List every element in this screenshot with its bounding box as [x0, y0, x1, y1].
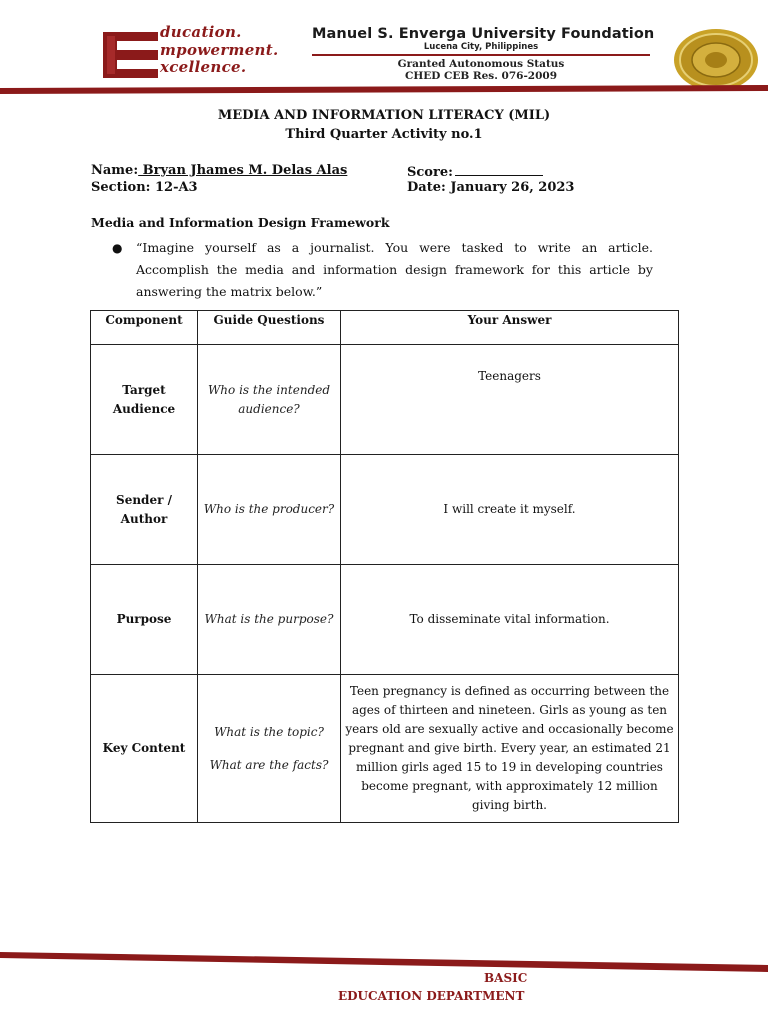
answer-cell: I will create it myself.: [341, 455, 679, 565]
motto-line-education: ducation.: [160, 23, 242, 41]
section-heading: Media and Information Design Framework: [91, 215, 390, 230]
guide-cell: Who is the intended audience?: [198, 345, 341, 455]
design-framework-table: [90, 310, 679, 823]
university-name: Manuel S. Enverga University Foundation: [312, 26, 655, 42]
school-motto: [160, 24, 279, 77]
header-rule: [312, 54, 650, 56]
university-seal-icon: [672, 28, 760, 92]
header-bar: [0, 85, 768, 95]
section-value: 12-A3: [154, 180, 198, 195]
table-header-row: [91, 311, 679, 345]
university-city: Lucena City, Philippines: [423, 42, 539, 52]
answer-cell: Teen pregnancy is defined as occurring between the ages of thirteen and nineteen. Girls as young as ten years old are sexually active and occasionally become pregnant and give birth. Every year, an estimated 21 million girls aged 15 to 19 in developing countries become pregnant, with approximately 12 million giving birth.: [341, 675, 679, 823]
component-cell: Purpose: [91, 565, 198, 675]
name-label: Name:: [91, 163, 139, 178]
table-row: [91, 565, 679, 675]
bullet-icon: ●: [112, 241, 123, 255]
footer-basic: BASIC: [484, 971, 528, 985]
guide-cell: What is the purpose?: [198, 565, 341, 675]
section-row: [91, 180, 198, 195]
autonomous-status: Granted Autonomous Status: [397, 57, 565, 70]
guide-cell: [198, 675, 341, 823]
header-your-answer: Your Answer: [341, 311, 679, 345]
component-cell: Sender / Author: [91, 455, 198, 565]
activity-title: Third Quarter Activity no.1: [285, 127, 483, 142]
table-row: [91, 455, 679, 565]
component-cell: Key Content: [91, 675, 198, 823]
letterhead: [0, 0, 768, 100]
score-label: Score:: [407, 165, 453, 180]
guide-question-facts: What are the facts?: [209, 757, 329, 772]
score-blank: [455, 163, 543, 176]
footer-bar: [0, 952, 768, 976]
date-value: January 26, 2023: [450, 180, 575, 195]
answer-cell: Teenagers: [341, 345, 679, 455]
instruction-text: “Imagine yourself as a journalist. You were tasked to write an article. Accomplish the media and information design framework for this article by answering the matrix below.”: [136, 240, 653, 299]
date-label: Date:: [407, 180, 446, 195]
name-row: [91, 163, 347, 178]
table-row: [91, 675, 679, 823]
ched-resolution: CHED CEB Res. 076-2009: [404, 69, 558, 82]
header-component: Component: [91, 311, 198, 345]
school-logo-e: [103, 32, 158, 78]
table-row: [91, 345, 679, 455]
motto-line-empowerment: mpowerment.: [160, 40, 279, 59]
guide-cell: Who is the producer?: [198, 455, 341, 565]
guide-question-topic: What is the topic?: [214, 724, 324, 739]
university-block: [312, 26, 655, 82]
header-guide-questions: Guide Questions: [198, 311, 341, 345]
student-name: Bryan Jhames M. Delas Alas: [138, 163, 348, 178]
component-cell: Target Audience: [91, 345, 198, 455]
motto-line-excellence: xcellence.: [160, 58, 247, 76]
score-row: [407, 163, 543, 180]
section-label: Section:: [91, 180, 151, 195]
answer-cell: To disseminate vital information.: [341, 565, 679, 675]
subject-title: MEDIA AND INFORMATION LITERACY (MIL): [217, 108, 551, 123]
date-row: [407, 180, 574, 195]
footer-department: EDUCATION DEPARTMENT: [338, 989, 525, 1003]
